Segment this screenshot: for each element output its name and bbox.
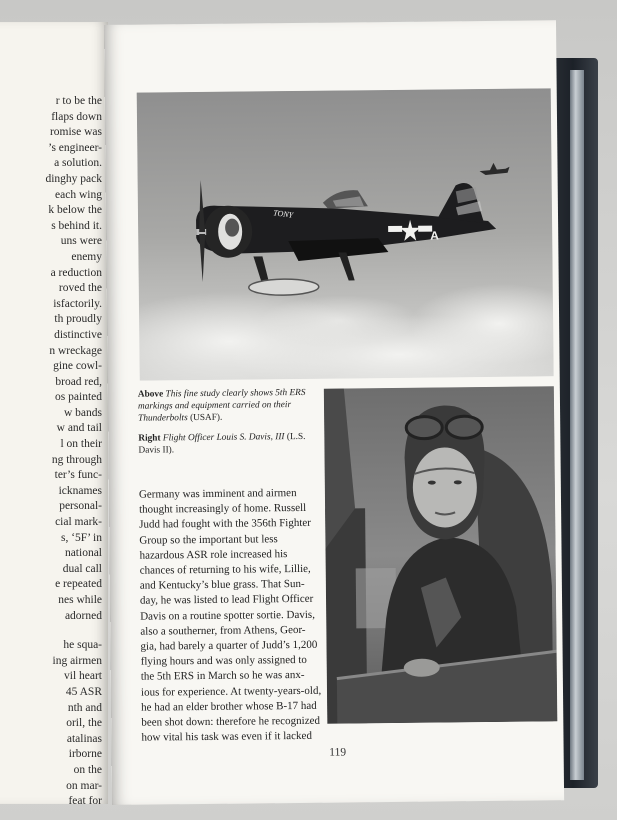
left-page-line: s, ‘5F’ in <box>61 531 102 544</box>
left-page-line: w bands <box>63 406 102 419</box>
left-page-line: a reduction <box>50 266 102 279</box>
left-page-line: n wreckage <box>49 344 102 357</box>
left-page-line: l on their <box>60 438 102 451</box>
aircraft-photo-illustration <box>137 88 554 380</box>
left-page-line: enemy <box>71 250 102 263</box>
left-page-line: ter’s func- <box>54 469 102 482</box>
aircraft-nose-art: TONY <box>272 208 294 220</box>
left-page-line: e repeated <box>55 578 102 591</box>
left-page-line: adorned <box>64 609 102 622</box>
caption-right-credit: (L.S. Davis II). <box>138 431 306 456</box>
caption-above-credit: (USAF). <box>189 412 223 424</box>
photo-p47-thunderbolt <box>137 88 554 380</box>
left-page-line: gine cowl- <box>53 360 102 373</box>
page-number: 119 <box>329 746 347 759</box>
body-text-line: and Kentucky’s blue grass. That Sun- <box>139 578 305 592</box>
book-cover-edge <box>570 70 584 780</box>
left-page-line: feat for <box>68 795 102 804</box>
left-page-text <box>0 94 102 804</box>
body-text-line: hazardous ASR role increased his <box>139 547 288 562</box>
left-page-line: on the <box>73 763 102 776</box>
left-page-line: isfactorily. <box>53 297 102 310</box>
body-text-line: gia, had barely a quarter of Judd’s 1,200 <box>140 638 318 653</box>
body-text-line: Davis on a routine spotter sortie. Davis, <box>140 608 315 623</box>
left-page-line: os painted <box>55 391 102 404</box>
left-page-line: th proudly <box>54 313 102 326</box>
left-page-line: w and tail <box>56 422 102 435</box>
left-page-line: atalinas <box>66 732 102 745</box>
left-page-line: ing airmen <box>52 654 102 667</box>
left-page-line: dinghy pack <box>45 172 102 185</box>
caption-right-text: Flight Officer Louis S. Davis, III <box>162 432 285 444</box>
left-page-line: he squa- <box>63 639 102 652</box>
left-page-line: nth and <box>67 701 102 714</box>
left-page <box>0 22 108 804</box>
left-page-line: flaps down <box>51 110 102 123</box>
body-text-line: thought increasingly of home. Russell <box>139 502 307 516</box>
left-page-line: broad red, <box>55 375 102 388</box>
left-page-line: cial mark- <box>55 516 102 529</box>
body-text-line: been shot down: therefore he recognized <box>141 714 321 729</box>
left-page-line: romise was <box>49 126 102 139</box>
paragraph-gap <box>0 624 102 638</box>
body-text-line: day, he was listed to lead Flight Officer <box>139 593 314 608</box>
left-page-line: national <box>64 547 102 560</box>
caption-above-text: This fine study clearly shows 5th ERS markings and equipment carried on their Thunderbolts <box>137 387 306 424</box>
body-text-line: flying hours and was only assigned to <box>140 654 307 668</box>
body-text-line: chances of returning to his wife, Lillie, <box>139 562 311 577</box>
left-page-line: a solution. <box>54 157 102 170</box>
left-page-line: on mar- <box>66 779 102 792</box>
left-page-line: ’s engineer- <box>48 141 102 154</box>
right-page <box>104 20 564 805</box>
left-page-line: k below the <box>48 204 102 217</box>
caption-right-lead: Right <box>138 433 161 444</box>
photo-pilot-portrait <box>324 386 557 723</box>
left-page-line: oril, the <box>66 717 102 730</box>
body-text-line: Germany was imminent and airmen <box>138 487 297 501</box>
body-text-line: also a southerner, from Athens, Geor- <box>140 623 306 638</box>
aircraft-code-letter: A <box>430 228 439 243</box>
left-page-line: personal- <box>59 500 102 513</box>
caption-above-lead: Above <box>137 389 164 400</box>
left-page-line: vil heart <box>64 670 102 683</box>
pilot-photo-illustration <box>324 386 557 723</box>
body-text-line: how vital his task was even if it lacked <box>141 730 312 744</box>
left-page-line: 45 ASR <box>65 685 102 698</box>
body-text-line: ious for experience. At twenty-years-old, <box>140 684 322 699</box>
photo-captions <box>138 387 321 465</box>
left-page-line: distinctive <box>54 328 102 341</box>
left-page-line: uns were <box>60 235 102 248</box>
body-text-line: the 5th ERS in March so he was anx- <box>140 669 305 684</box>
left-page-line: r to be the <box>55 95 102 107</box>
body-text-line: Judd had fought with the 356th Fighter <box>139 517 312 532</box>
caption-right <box>138 431 320 457</box>
caption-above <box>138 387 320 425</box>
left-page-line: irborne <box>68 748 102 761</box>
body-text-column <box>139 486 328 746</box>
body-text-line: he had an elder brother whose B-17 had <box>141 699 317 714</box>
left-page-line: roved the <box>58 282 102 295</box>
left-page-line: ng through <box>51 453 102 466</box>
left-page-line: s behind it. <box>51 219 102 232</box>
left-page-line: icknames <box>58 484 102 497</box>
left-page-line: each wing <box>55 188 102 201</box>
left-page-line: dual call <box>62 562 102 575</box>
left-page-line: nes while <box>58 594 102 606</box>
body-text-line: Group so the important but less <box>139 532 278 547</box>
